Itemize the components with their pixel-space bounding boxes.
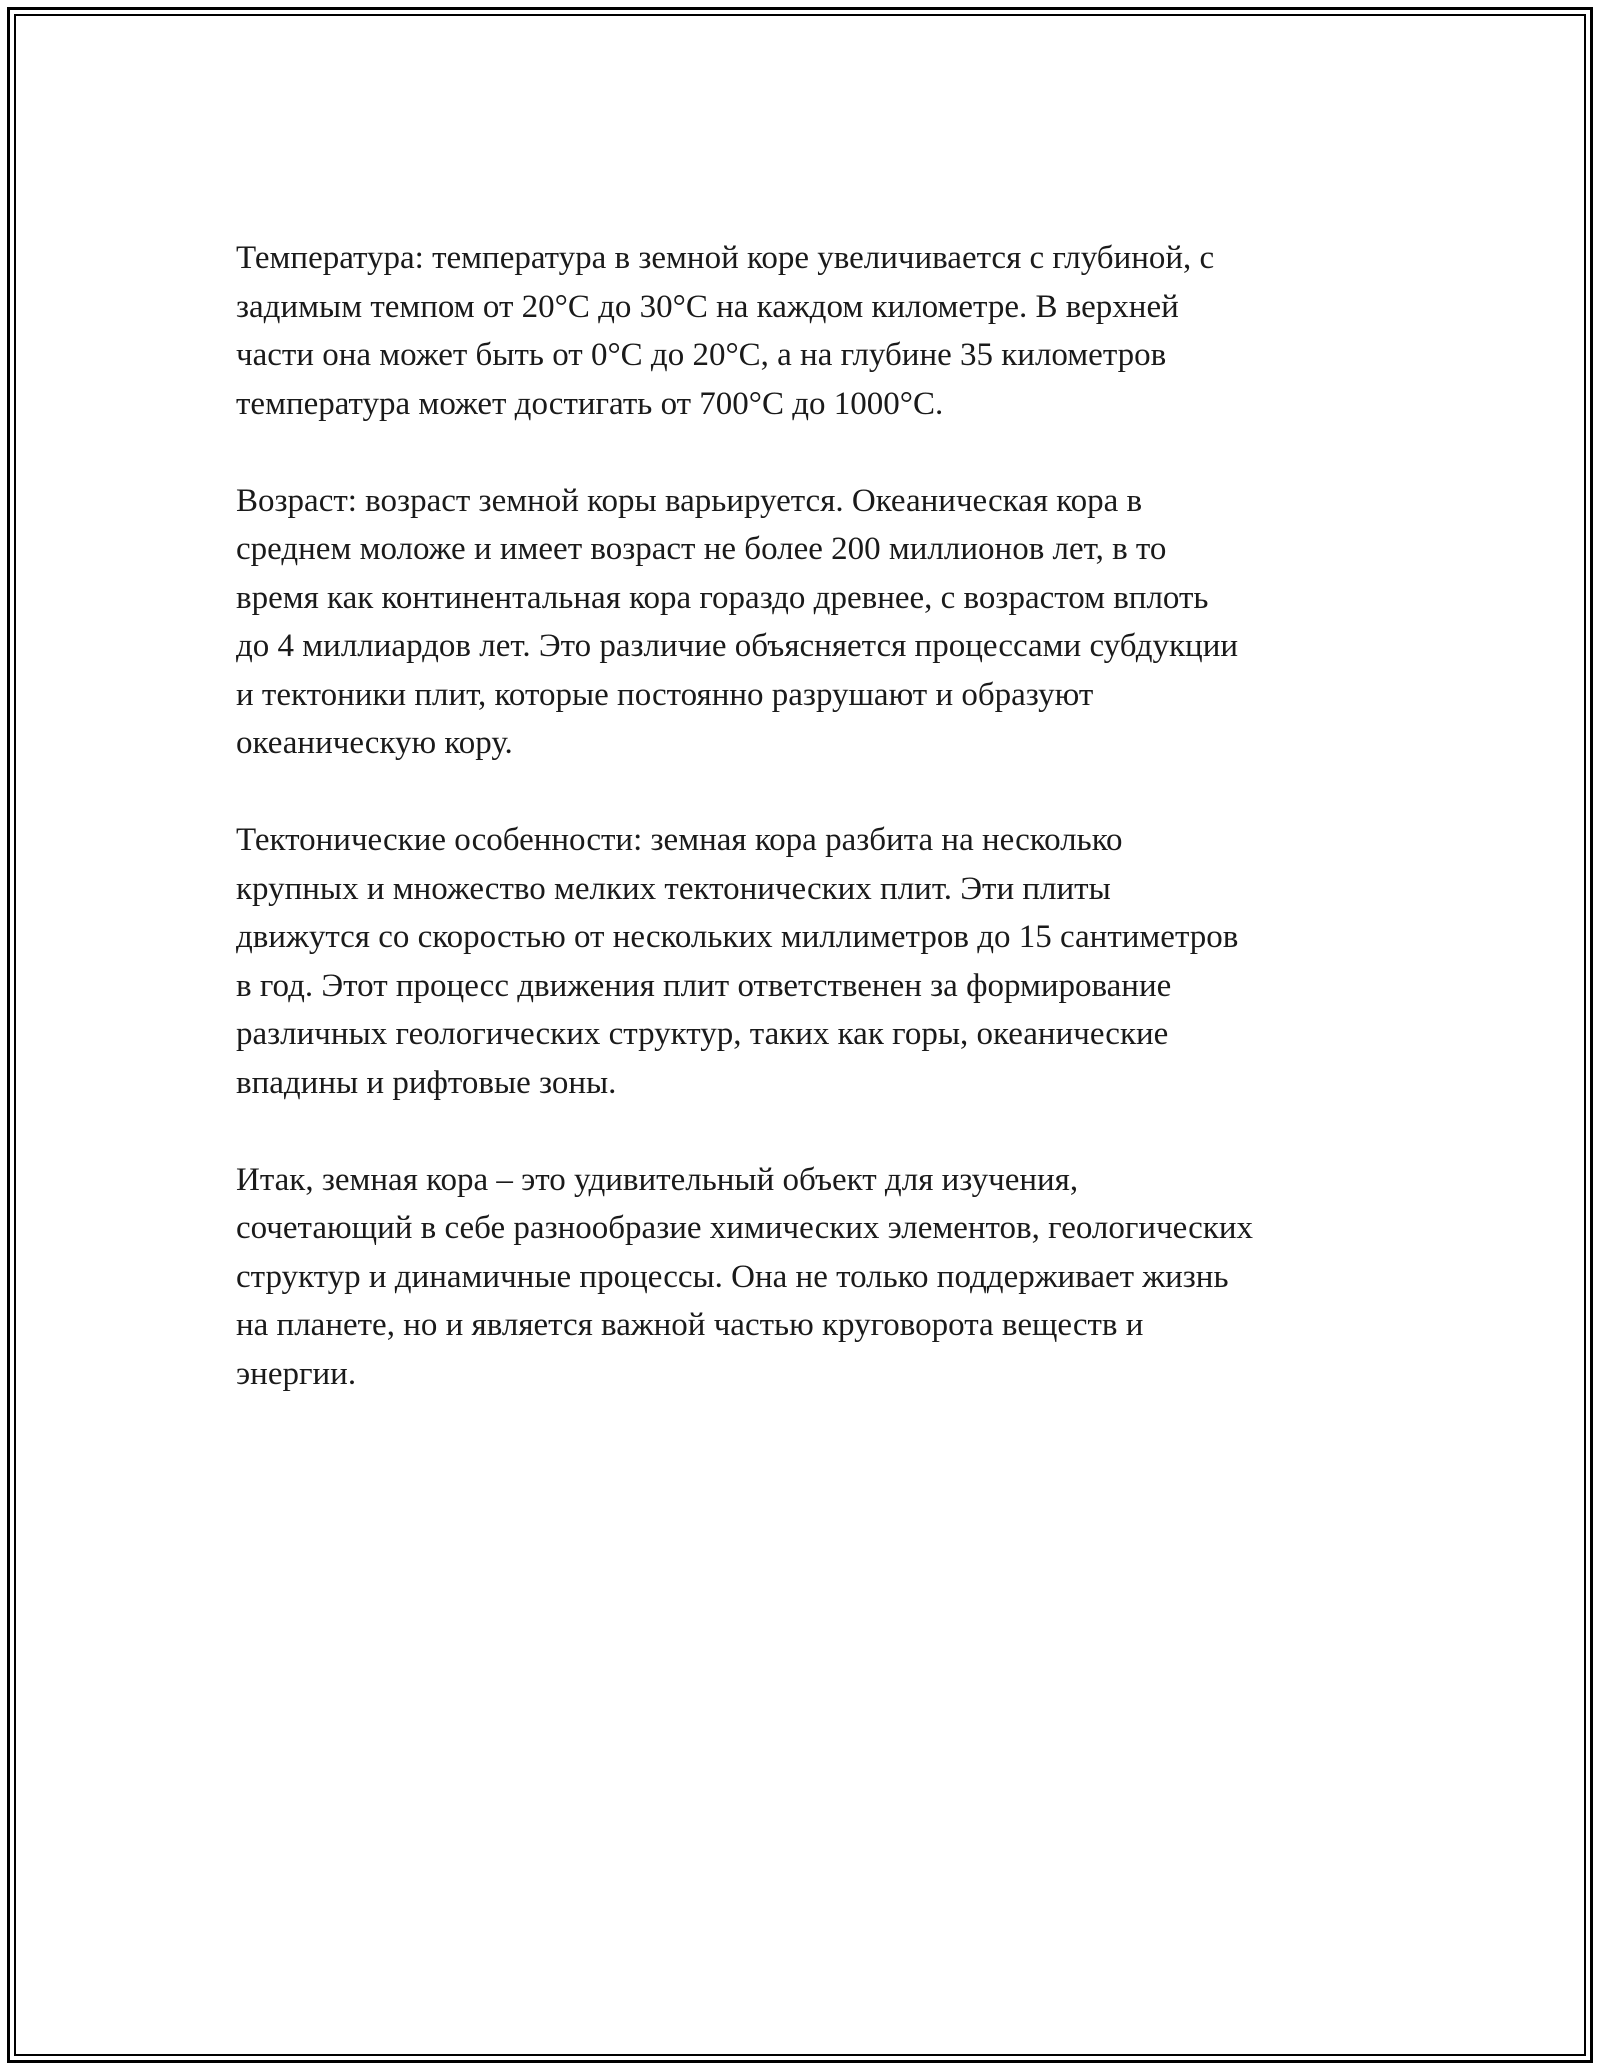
paragraph-age xyxy=(236,477,1386,768)
document-body xyxy=(236,234,1386,1447)
text-line: и тектоники плит, которые постоянно разрушают и образуют xyxy=(236,676,1094,713)
text-line: температура может достигать от 700°C до 1000°C. xyxy=(236,385,944,422)
paragraph-tectonics xyxy=(236,816,1386,1107)
text-line: до 4 миллиардов лет. Это различие объясняется процессами субдукции xyxy=(236,628,1239,664)
text-line: Температура: температура в земной коре увеличивается с глубиной, с xyxy=(236,240,1215,276)
text-line: впадины и рифтовые зоны. xyxy=(236,1064,617,1101)
text-line: движутся со скоростью от нескольких миллиметров до 15 сантиметров xyxy=(236,919,1239,955)
text-line: сочетающий в себе разнообразие химических элементов, геологических xyxy=(236,1210,1253,1246)
text-line: океаническую кору. xyxy=(236,725,513,761)
text-line: Итак, земная кора – это удивительный объект для изучения, xyxy=(236,1161,1079,1198)
text-line: энергии. xyxy=(236,1355,357,1392)
text-line: на планете, но и является важной частью круговорота веществ и xyxy=(236,1307,1144,1343)
paragraph-conclusion xyxy=(236,1156,1386,1399)
text-line: структур и динамичные процессы. Она не только поддерживает жизнь xyxy=(236,1258,1229,1295)
text-line: Возраст: возраст земной коры варьируется. Океаническая кора в xyxy=(236,482,1143,519)
text-line: среднем моложе и имеет возраст не более 200 миллионов лет, в то xyxy=(236,531,1167,567)
text-line: время как континентальная кора гораздо древнее, с возрастом вплоть xyxy=(236,579,1209,616)
text-line: Тектонические особенности: земная кора разбита на несколько xyxy=(236,822,1123,858)
paragraph-temperature xyxy=(236,234,1386,428)
text-line: части она может быть от 0°C до 20°C, а на глубине 35 километров xyxy=(236,337,1167,373)
text-line: задимым темпом от 20°C до 30°C на каждом километре. В верхней xyxy=(236,288,1179,325)
text-line: в год. Этот процесс движения плит ответственен за формирование xyxy=(236,967,1172,1004)
text-line: различных геологических структур, таких как горы, океанические xyxy=(236,1016,1169,1052)
text-line: крупных и множество мелких тектонических плит. Эти плиты xyxy=(236,870,1111,907)
